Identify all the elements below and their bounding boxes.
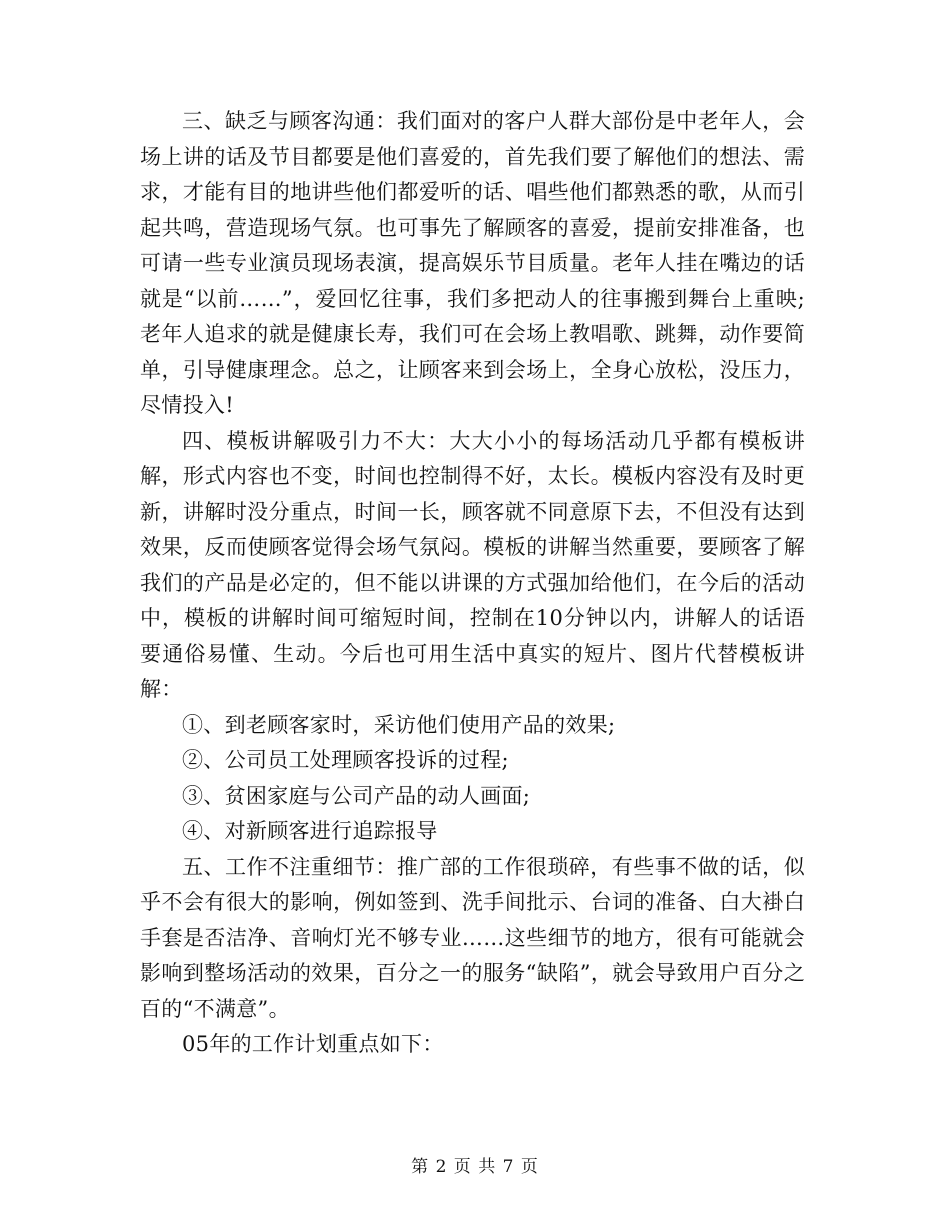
paragraph-3: 三、缺乏与顾客沟通：我们面对的客户人群大部份是中老年人，会场上讲的话及节目都要是他们喜爱的，首先我们要了解他们的想法、需求，才能有目的地讲些他们都爱听的话、唱些他们都熟悉的歌，从而引起共鸣，营造现场气氛。也可事先了解顾客的喜爱，提前安排准备，也可请一些专业演员现场表演，提高娱乐节目质量。老年人挂在嘴边的话就是“以前……”，爱回忆往事，我们多把动人的往事搬到舞台上重映;老年人追求的就是健康长寿，我们可在会场上教唱歌、跳舞，动作要简单，引导健康理念。总之，让顾客来到会场上，全身心放松，没压力，尽情投入! — [140, 109, 805, 417]
paragraph-5: 五、工作不注重细节：推广部的工作很琐碎，有些事不做的话，似乎不会有很大的影响，例如签到、洗手间批示、台词的准备、白大褂白手套是否洁净、音响灯光不够专业……这些细节的地方，很有可能就会影响到整场活动的效果，百分之一的服务“缺陷”，就会导致用户百分之百的“不满意”。 — [140, 854, 805, 1021]
list-item-4: ④、对新顾客进行追踪报导 — [182, 819, 438, 843]
paragraph-6: 05年的工作计划重点如下： — [182, 1032, 444, 1056]
page-footer: 第 2 页 共 7 页 — [411, 1157, 539, 1177]
list-item-3: ③、贫困家庭与公司产品的动人画面; — [182, 783, 531, 808]
document-body — [140, 104, 805, 1063]
paragraph-4: 四、模板讲解吸引力不大：大大小小的每场活动几乎都有模板讲解，形式内容也不变，时间也控制得不好，太长。模板内容没有及时更新，讲解时没分重点，时间一长，顾客就不同意原下去，不但没有达到效果，反而使顾客觉得会场气氛闷。模板的讲解当然重要，要顾客了解我们的产品是必定的，但不能以讲课的方式强加给他们，在今后的活动中，模板的讲解时间可缩短时间，控制在10分钟以内，讲解人的话语要通俗易懂、生动。今后也可用生活中真实的短片、图片代替模板讲解： — [140, 428, 805, 701]
list-item-1: ①、到老顾客家时，采访他们使用产品的效果; — [182, 712, 616, 737]
list-item-2: ②、公司员工处理顾客投诉的过程; — [182, 748, 509, 772]
